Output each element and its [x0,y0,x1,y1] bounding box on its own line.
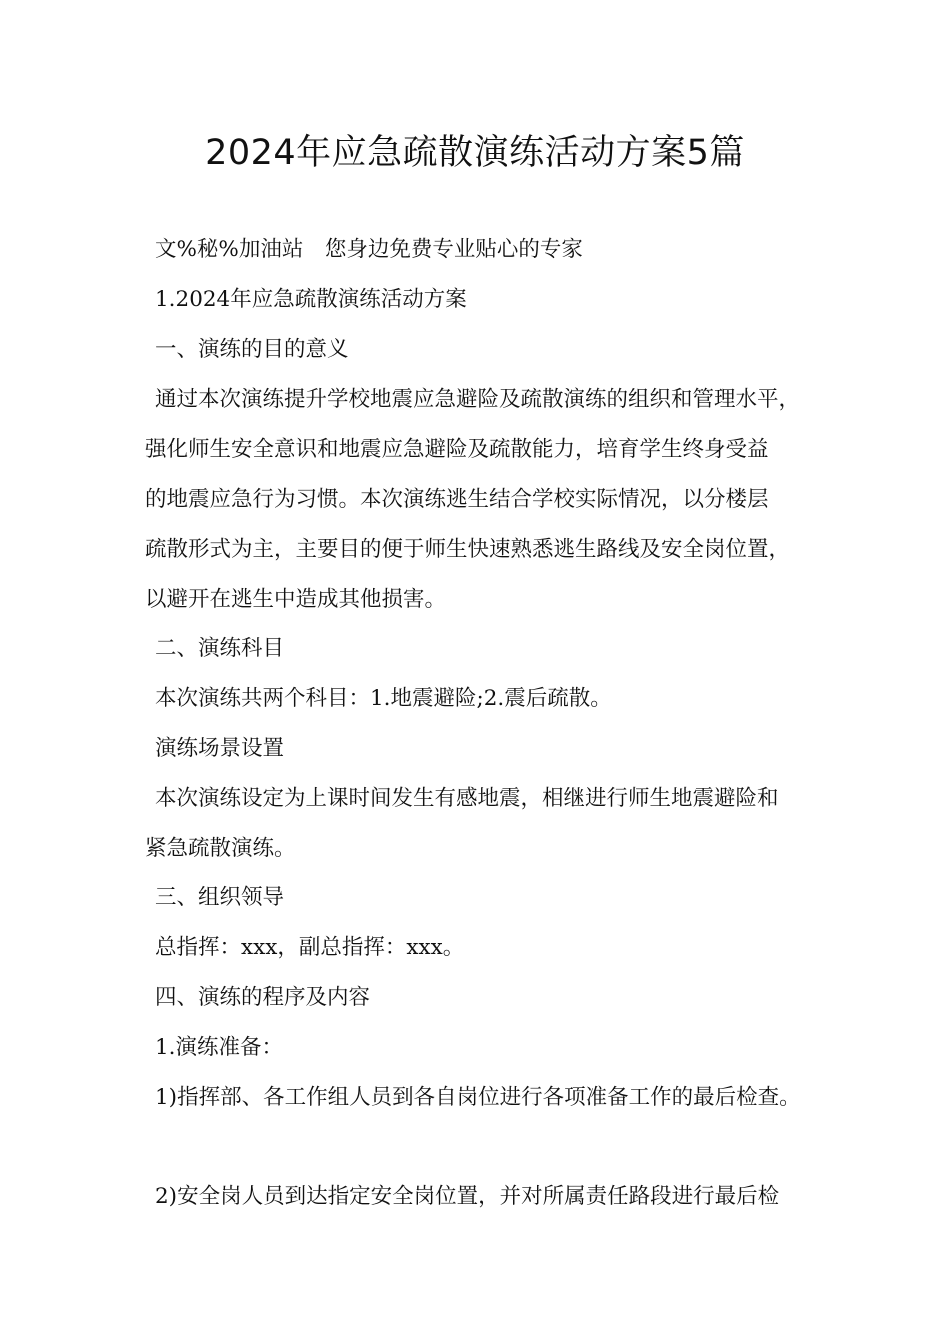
section-heading: 一、演练的目的意义 [155,337,349,362]
document-title: 2024年应急疏散演练活动方案5篇 [205,133,745,173]
paragraph-line: 2)安全岗人员到达指定安全岗位置，并对所属责任路段进行最后检 [155,1184,780,1209]
section-heading: 三、组织领导 [155,885,285,910]
paragraph-line: 总指挥：xxx，副总指挥：xxx。 [155,935,465,960]
paragraph-line: 本次演练共两个科目：1.地震避险;2.震后疏散。 [155,686,612,711]
section-heading: 二、演练科目 [155,636,285,661]
paragraph-line: 1)指挥部、各工作组人员到各自岗位进行各项准备工作的最后检查。 [155,1085,801,1110]
paragraph-line: 以避开在逃生中造成其他损害。 [145,587,447,612]
section-heading: 演练场景设置 [155,736,285,761]
paragraph-line: 的地震应急行为习惯。本次演练逃生结合学校实际情况，以分楼层 [145,487,769,512]
paragraph-line: 疏散形式为主，主要目的便于师生快速熟悉逃生路线及安全岗位置， [145,537,791,562]
section-heading: 1.2024年应急疏散演练活动方案 [155,287,467,312]
paragraph-line: 本次演练设定为上课时间发生有感地震，相继进行师生地震避险和 [155,786,779,811]
paragraph-line: 紧急疏散演练。 [145,836,296,861]
paragraph-line: 强化师生安全意识和地震应急避险及疏散能力，培育学生终身受益 [145,437,769,462]
section-heading: 1.演练准备： [155,1035,284,1060]
paragraph-line: 通过本次演练提升学校地震应急避险及疏散演练的组织和管理水平， [155,387,801,412]
header-note: 文%秘%加油站 您身边免费专业贴心的专家 [155,237,583,262]
section-heading: 四、演练的程序及内容 [155,985,371,1010]
